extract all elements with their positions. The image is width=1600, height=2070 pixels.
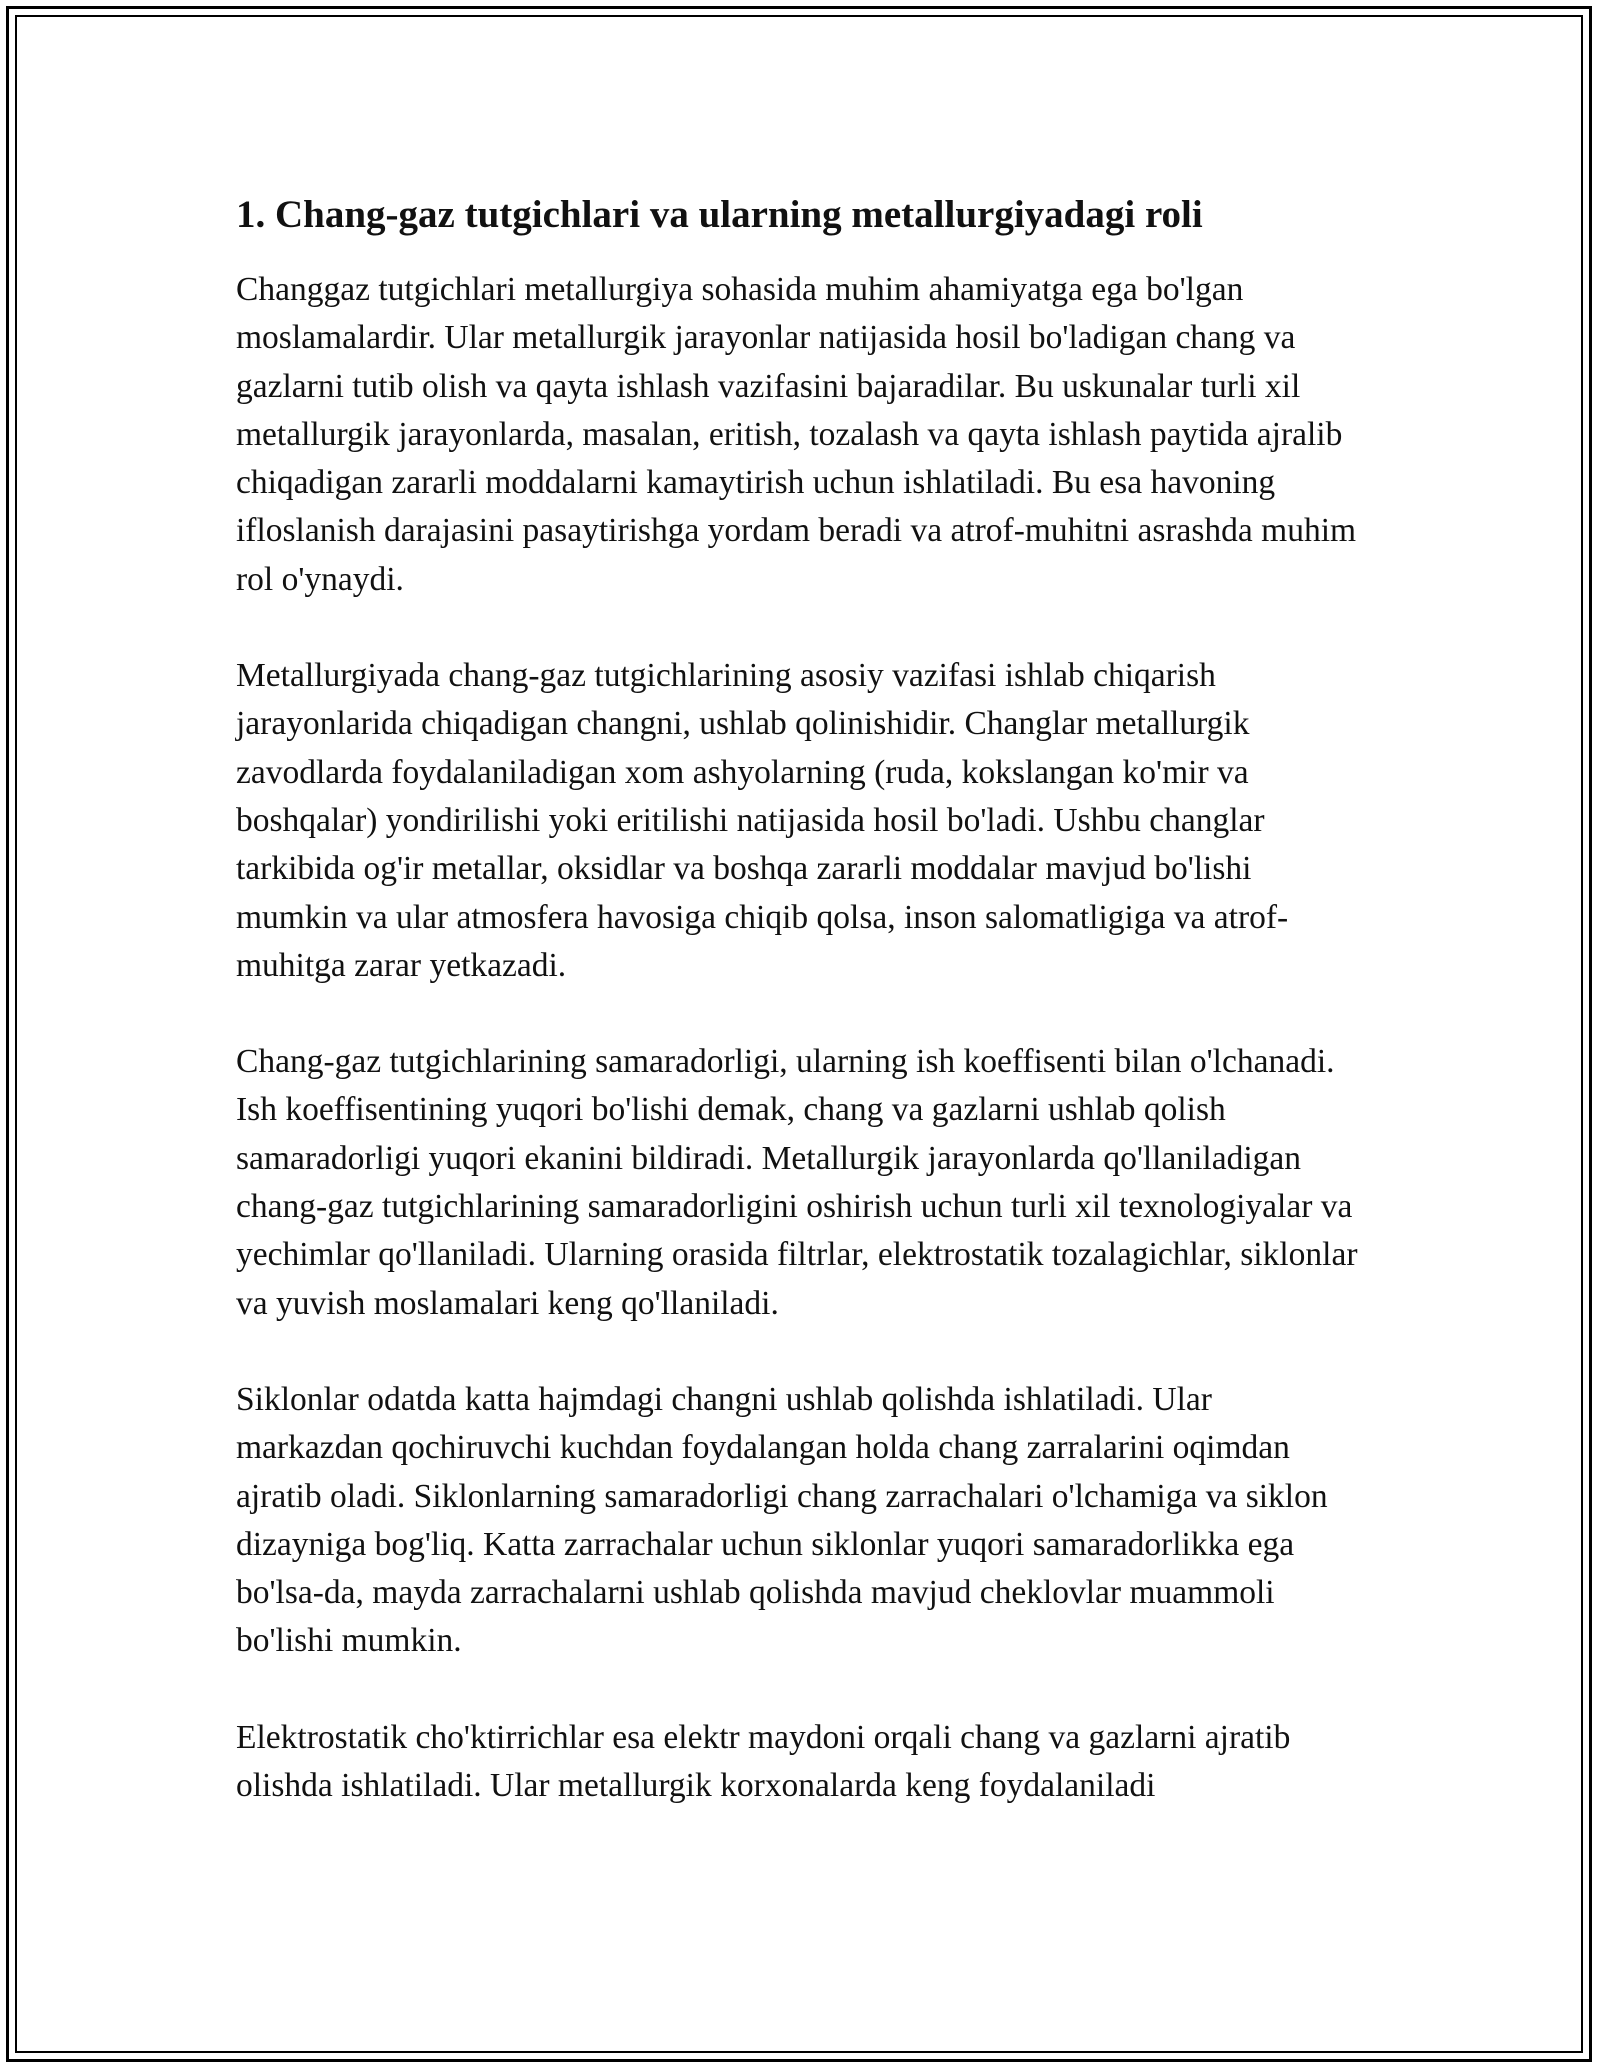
paragraph-2: Metallurgiyada chang-gaz tutgichlarining asosiy vazifasi ishlab chiqarish jarayonlarida chiqadigan changni, ushlab qolinishidir. Changlar metallurgik zavodlarda foydalaniladigan xom ashyolarning (ruda, kokslangan ko'mir va boshqalar) yondirilishi yoki eritilishi natijasida hosil bo'ladi. Ushbu changlar tarkibida og'ir metallar, oksidlar va boshqa zararli moddalar mavjud bo'lishi mumkin va ular atmosfera havosiga chiqib qolsa, inson salomatligiga va atrof-muhitga zarar yetkazadi. <box>236 657 1289 984</box>
document-body <box>236 186 1366 1858</box>
paragraph-5: Elektrostatik cho'ktirrichlar esa elektr maydoni orqali chang va gazlarni ajratib olishda ishlatiladi. Ular metallurgik korxonalarda keng foydalaniladi <box>236 1718 1291 1805</box>
section-heading: 1. Chang-gaz tutgichlari va ularning metallurgiyadagi roli <box>236 193 1203 236</box>
paragraph-1: Changgaz tutgichlari metallurgiya sohasida muhim ahamiyatga ega bo'lgan moslamalardir. Ular metallurgik jarayonlar natijasida hosil bo'ladigan chang va gazlarni tutib olish va qayta ishlash vazifasini bajaradilar. Bu uskunalar turli xil metallurgik jarayonlarda, masalan, eritish, tozalash va qayta ishlash paytida ajralib chiqadigan zararli moddalarni kamaytirish uchun ishlatiladi. Bu esa havoning ifloslanish darajasini pasaytirishga yordam beradi va atrof-muhitni asrashda muhim rol o'ynaydi. <box>236 271 1357 598</box>
paragraph-3: Chang-gaz tutgichlarining samaradorligi, ularning ish koeffisenti bilan o'lchanadi. Ish koeffisentining yuqori bo'lishi demak, chang va gazlarni ushlab qolish samaradorligi yuqori ekanini bildiradi. Metallurgik jarayonlarda qo'llaniladigan chang-gaz tutgichlarining samaradorligini oshirish uchun turli xil texnologiyalar va yechimlar qo'llaniladi. Ularning orasida filtrlar, elektrostatik tozalagichlar, siklonlar va yuvish moslamalari keng qo'llaniladi. <box>236 1043 1358 1322</box>
paragraph-4: Siklonlar odatda katta hajmdagi changni ushlab qolishda ishlatiladi. Ular markazdan qochiruvchi kuchdan foydalangan holda chang zarralarini oqimdan ajratib oladi. Siklonlarning samaradorligi chang zarrachalari o'lchamiga va siklon dizayniga bog'liq. Katta zarrachalar uchun siklonlar yuqori samaradorlikka ega bo'lsa-da, mayda zarrachalarni ushlab qolishda mavjud cheklovlar muammoli bo'lishi mumkin. <box>236 1380 1328 1660</box>
